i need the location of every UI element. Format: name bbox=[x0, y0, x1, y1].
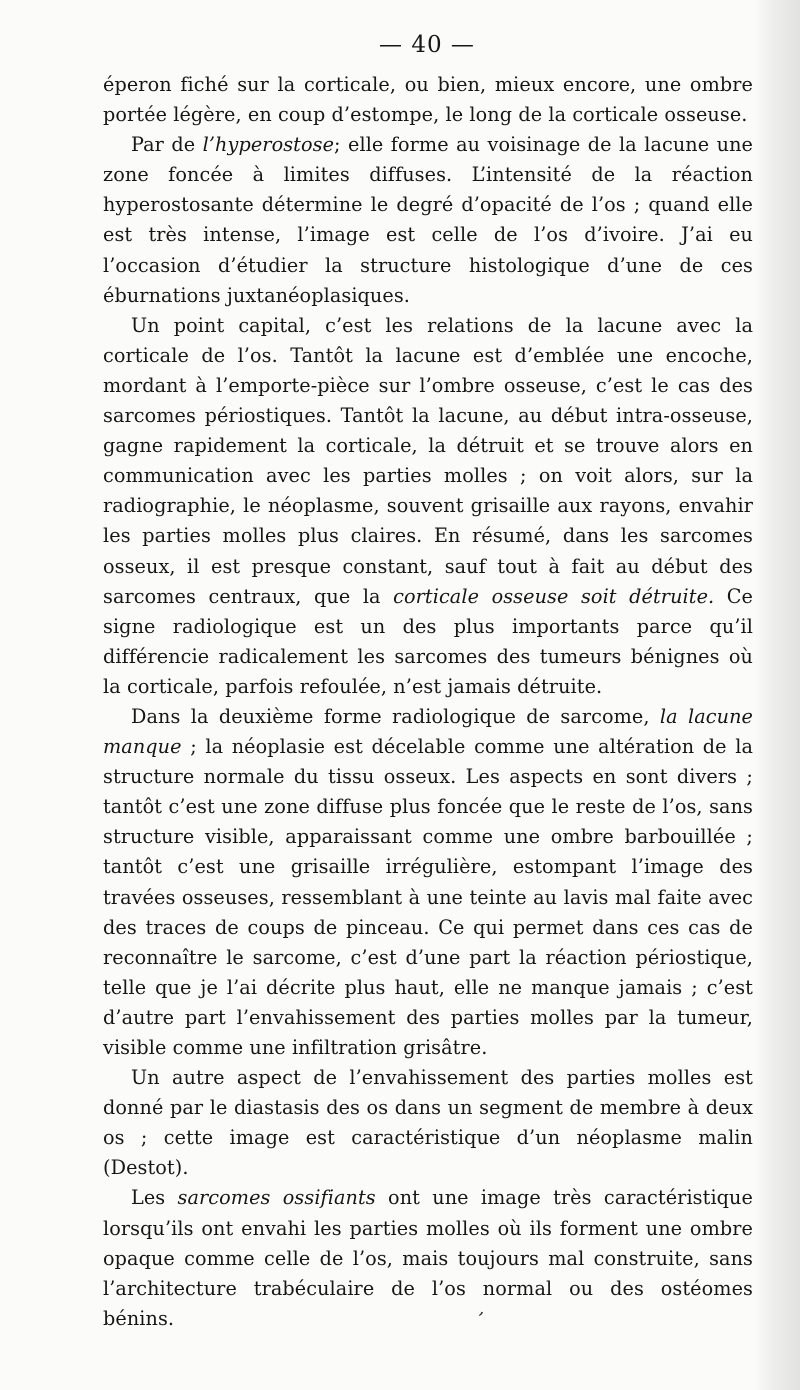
paragraph bbox=[103, 311, 753, 702]
body-text bbox=[103, 70, 753, 1334]
text-run: Les bbox=[131, 1186, 178, 1210]
italic-text: la lacune manque bbox=[103, 704, 753, 759]
text-run: Un autre aspect de l’envahissement des parties molles est donné par le diastasis des os dans un segment de membre à deux os ; cette image est caractéristique d’un néoplasme malin (Destot). bbox=[103, 1066, 753, 1180]
page-gutter-shadow bbox=[754, 0, 800, 1390]
italic-text: corticale osseuse soit détruite. bbox=[393, 584, 715, 608]
italic-text: l’hyperostose bbox=[202, 133, 335, 157]
text-run: Dans la deuxième forme radiologique de sarcome, bbox=[131, 704, 660, 728]
paragraph bbox=[103, 1063, 753, 1183]
text-run: ; elle forme au voisinage de la lacune une zone foncée à limites diffuses. L’intensité de la réaction hyperostosante détermine le degré d’opacité de l’os ; quand elle est très intense, l’image est celle de l’os d’ivoire. J’ai eu l’occasion d’étudier la structure histologique d’une de ces éburnations juxtanéoplasiques. bbox=[103, 133, 753, 307]
text-run: Un point capital, c’est les relations de la lacune avec la corticale de l’os. Tantôt la lacune est d’emblée une encoche, mordant à l’emporte-pièce sur l’ombre osseuse, c’est le cas des sarcomes périostiques. Tantôt la lacune, au début intra-osseuse, gagne rapidement la corticale, la détruit et se trouve alors en communication avec les parties molles ; on voit alors, sur la radiographie, le néoplasme, souvent grisaille aux rayons, envahir les parties molles plus claires. En résumé, dans les sarcomes osseux, il est presque constant, sauf tout à fait au début des sarcomes centraux, que la bbox=[103, 313, 753, 608]
page-number: — 40 — bbox=[379, 32, 475, 58]
text-run: ; la néoplasie est décelable comme une altération de la structure normale du tissu osseux. Les aspects en sont divers ; tantôt c’est une zone diffuse plus foncée que le reste de l’os, sans structure visible, apparaissant comme une ombre barbouillée ; tantôt c’est une grisaille irrégulière, estompant l’image des travées osseuses, ressemblant à une teinte au lavis mal faite avec des traces de coups de pinceau. Ce qui permet dans ces cas de reconnaître le sarcome, c’est d’une part la réaction périostique, telle que je l’ai décrite plus haut, elle ne manque jamais ; c’est d’autre part l’envahissement des parties molles par la tumeur, visible comme une infiltration grisâtre. bbox=[103, 735, 753, 1059]
italic-text: sarcomes ossifiants bbox=[177, 1186, 376, 1210]
paragraph bbox=[103, 130, 753, 311]
paragraph bbox=[103, 1183, 753, 1333]
text-run: ont une image très caractéristique lorsqu’ils ont envahi les parties molles où ils forment une ombre opaque comme celle de l’os, mais toujours mal construite, sans l’architecture trabéculaire de l’os normal ou des ostéomes bénins. bbox=[103, 1186, 753, 1330]
stray-ink-mark: , bbox=[477, 1297, 489, 1320]
paragraph bbox=[103, 702, 753, 1063]
text-run: éperon fiché sur la corticale, ou bien, mieux encore, une ombre portée légère, en coup d’estompe, le long de la corticale osseuse. bbox=[103, 73, 753, 127]
paragraph bbox=[103, 70, 753, 130]
text-run: Par de bbox=[131, 133, 203, 157]
text-run: Ce signe radiologique est un des plus importants parce qu’il différencie radicalement les sarcomes des tumeurs bénignes où la corticale, parfois refoulée, n’est jamais détruite. bbox=[103, 584, 754, 698]
